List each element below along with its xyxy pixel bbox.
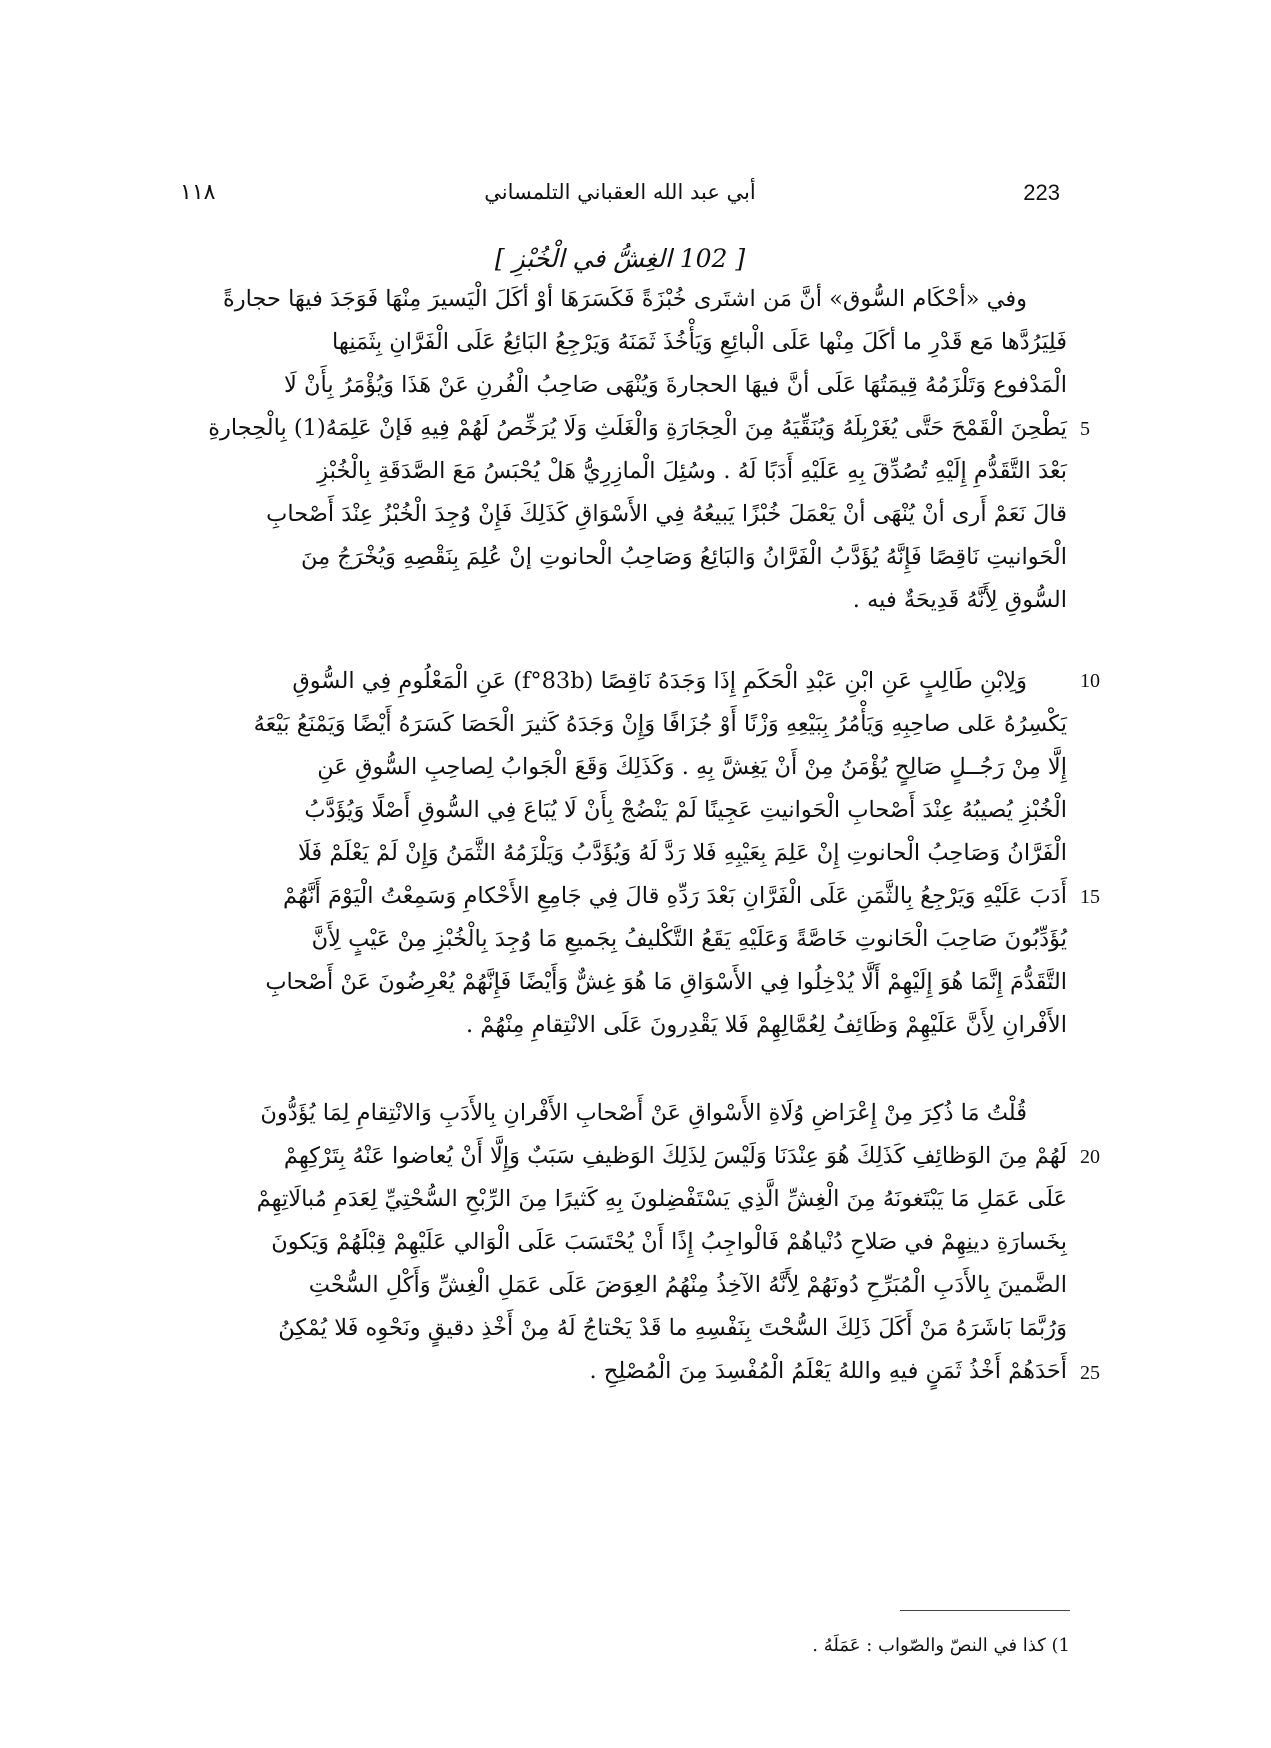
page-number: 223 (1023, 180, 1060, 205)
text-line: عَلَى عَمَلِ مَا يَبْتَغونَهُ مِنَ الْغِشِّ الَّذِي يَسْتَفْضِلونَ بِهِ كَثيرًا مِنَ الرِّبْحِ السُّحْتِيِّ لِعَدَمِ مُبالَاتِهِمْ (256, 1186, 1067, 1212)
text-line: السُّوقِ لِأَنَّهُ قَدِيحَةٌ فيه . (852, 587, 1067, 613)
paragraph-2 (175, 660, 1067, 1047)
text-line: لَهُمْ مِنَ الوَظائِفِ كَذَلِكَ هُوَ عِنْدَنَا وَلَيْسَ لِذَلِكَ الوَظيفِ سَبَبٌ وَإِلَّا أَنْ يُعاضوا عَنْهُ بِتَرْكِهِمْ (283, 1143, 1067, 1169)
text-line: وَلِابْنِ طَالِبٍ عَنِ ابْنِ عَبْدِ الْحَكَمِ إِذَا وَجَدَهُ نَاقِصًا (f°83b) عَنِ الْمَعْلُومِ فِي السُّوقِ (292, 668, 1027, 694)
line-number: 15 (1080, 886, 1100, 908)
text-line: بِخَسارَةِ دينِهِمْ في صَلاحِ دُنْياهُمْ فَالْواجِبُ إِذًا أَنْ يُحْتَسَبَ عَلَى الْوَالي عَلَيْهِمْ قِبْلَهُمْ وَيَكونَ (271, 1229, 1067, 1255)
footnote-divider (900, 1610, 1070, 1611)
text-line: قالَ نَعَمْ أَرى أنْ يُنْهَى أنْ يَعْمَلَ خُبْزًا يَبيعُهُ فِي الأَسْوَاقِ كَذَلِكَ فَإِنْ وُجِدَ الْخُبْزُ عِنْدَ أَصْحابِ (266, 501, 1067, 527)
paragraph-1 (175, 278, 1067, 622)
paragraph-3 (175, 1092, 1067, 1393)
section-heading: [ 102 الغِشُّ في الْخُبْزِ ] (494, 244, 746, 273)
line-number: 20 (1080, 1146, 1100, 1168)
line-number: 10 (1080, 670, 1100, 692)
text-line: وفي «أحْكَام السُّوق» أنَّ مَن اشتَرى خُبْزَةً فَكَسَرَهَا أوْ أكَلَ الْيَسيرَ مِنْهَا فَوَجَدَ فيهَا حجارةً (222, 286, 1027, 312)
text-line: بَعْدَ التَّقَدُّمِ إِلَيْهِ تُصُدِّقَ بِهِ عَلَيْهِ أَدَبًا لَهُ . وسُئِلَ الْمازِرِيُّ هَلْ يُحْبَسُ مَعَ الصَّدَقَةِ بِالْخُبْزِ (317, 458, 1067, 484)
running-title: أبي عبد الله العقباني التلمساني (484, 180, 756, 204)
text-line: الأَفْرانِ لِأَنَّ عَلَيْهِمْ وَظَائِفُ لِعُمَّالِهِمْ فَلا يَقْدِرونَ عَلَى الانْتِقامِ مِنْهُمْ . (465, 1012, 1067, 1038)
text-line: يُؤَدِّبُونَ صَاحِبَ الْحَانوتِ خَاصَّةً وَعَلَيْهِ يَقَعُ التَّكْليفُ بِجَميعِ مَا وُجِدَ بِالْخُبْزِ مِنْ عَيْبٍ لِأَنَّ (311, 926, 1067, 952)
page-number-arabic: ١١٨ (180, 180, 216, 205)
text-line: الْخُبْزِ يُصيبُهُ عِنْدَ أَصْحابِ الْحَوانيتِ عَجِينًا لَمْ يَنْضُجْ بِأَنْ لَا يُبَاعَ فِي السُّوقِ أَصْلًا وَيُؤَدَّبُ (304, 797, 1067, 823)
text-line: فَلِيَرُدَّها مَع قَدْرِ ما أكَلَ مِنْها عَلَى الْبائِعِ وَيَأْخُذَ ثَمَنَهُ وَيَرْجِعُ البَائِعُ عَلَى الْفَرَّانِ بِثَمَنِها (332, 329, 1067, 355)
text-line: يَكْسِرُهُ عَلى صاحِبِهِ وَيَأْمُرُ بِبَيْعِهِ وَزْنًا أَوْ جُزَافًا وَإِنْ وَجَدَهُ كَثيرَ الْحَصَا كَسَرَهُ أَيْضًا وَيَمْنَعُ بَيْعَهُ (253, 711, 1067, 737)
page-header (170, 180, 1070, 220)
text-line: يَطْحِنَ الْقَمْحَ حَتَّى يُغَرْبِلَهُ وَيُنَقِّيَهُ مِنَ الْحِجَارَةِ وَالْغَلَثِ وَلَا يُرَخِّصُ لَهُمْ فِيهِ فَإنْ عَلِمَهُ(1) بِالْحِجارةِ (208, 415, 1067, 441)
text-line: أَحَدَهُمْ أَخْذُ ثَمَنٍ فيهِ واللهُ يَعْلَمُ الْمُفْسِدَ مِنَ الْمُصْلِحِ . (589, 1358, 1067, 1384)
text-line: الْحَوانيتِ نَاقِصًا فَإِنَّهُ يُؤَدَّبُ الْفَرَّانُ وَالبَائِعُ وَصَاحِبُ الْحانوتِ إنْ عُلِمَ بِنَقْصِهِ وَيُخْرَجُ مِنَ (300, 544, 1067, 570)
text-line: وَرُبَّمَا بَاشَرَهُ مَنْ أَكَلَ ذَلِكَ السُّحْتَ بِنَفْسِهِ ما قَدْ يَحْتاجُ لَهُ مِنْ أَخْذِ دقيقٍ ونَحْوِه فَلا يُمْكِنُ (278, 1315, 1067, 1341)
text-line: قُلْتُ مَا ذُكِرَ مِنْ إِعْرَاضِ وُلَاةِ الأَسْواقِ عَنْ أَصْحابِ الأَفْرانِ بِالأَدَبِ وَالانْتِقامِ لِمَا يُؤَدُّونَ (260, 1100, 1027, 1126)
text-line: الْفَرَّانُ وَصَاحِبُ الْحانوتِ إِنْ عَلِمَ بِعَيْبِهِ فَلا رَدَّ لَهُ وَيُؤَدَّبُ وَيَلْزَمُهُ الثَّمَنُ وَإِنْ لَمْ يَعْلَمْ فَلَا (298, 840, 1067, 866)
text-line: الضَّمينَ بِالأَدَبِ الْمُبَرِّحِ دُونَهُمْ لِأَنَّهُ الآخِذُ مِنْهُمُ العِوَضَ عَلَى عَمَلِ الْغِشِّ وَأَكْلِ السُّحْتِ (308, 1272, 1067, 1298)
line-number: 5 (1080, 418, 1090, 440)
footnote: 1) كذا في النصّ والصّواب : عَمَلَهُ . (812, 1635, 1070, 1656)
text-line: أَدَبَ عَلَيْهِ وَيَرْجِعُ بِالثَّمَنِ عَلَى الْفَرَّانِ بَعْدَ رَدِّهِ قالَ فِي جَامِعِ الأَحْكامِ وَسَمِعْتُ الْيَوْمَ أَنَّهُمْ (283, 883, 1067, 909)
text-line: التَّقَدُّمَ إِنَّمَا هُوَ إِلَيْهِمْ أَلَّا يُدْخِلُوا فِي الأَسْوَاقِ مَا هُوَ غِشٌّ وَأَيْضًا فَإِنَّهُمْ يُعْرِضُونَ عَنْ أَصْحابِ (265, 969, 1067, 995)
text-line: الْمَدْفوع وَتَلْزَمُهُ قِيمَتُهَا عَلَى أنَّ فيهَا الحجارةَ وَيُنْهَى صَاحِبُ الْفُرنِ عَنْ هَذَا وَيُؤْمَرُ بِأَنْ لَا (284, 372, 1067, 398)
line-number: 25 (1080, 1362, 1100, 1384)
text-line: إِلَّا مِنْ رَجُــلٍ صَالِحٍ يُؤْمَنُ مِنْ أَنْ يَغِشَّ بِهِ . وَكَذَلِكَ وَقَعَ الْجَوابُ لِصاحِبِ السُّوقِ عَنِ (317, 754, 1067, 780)
